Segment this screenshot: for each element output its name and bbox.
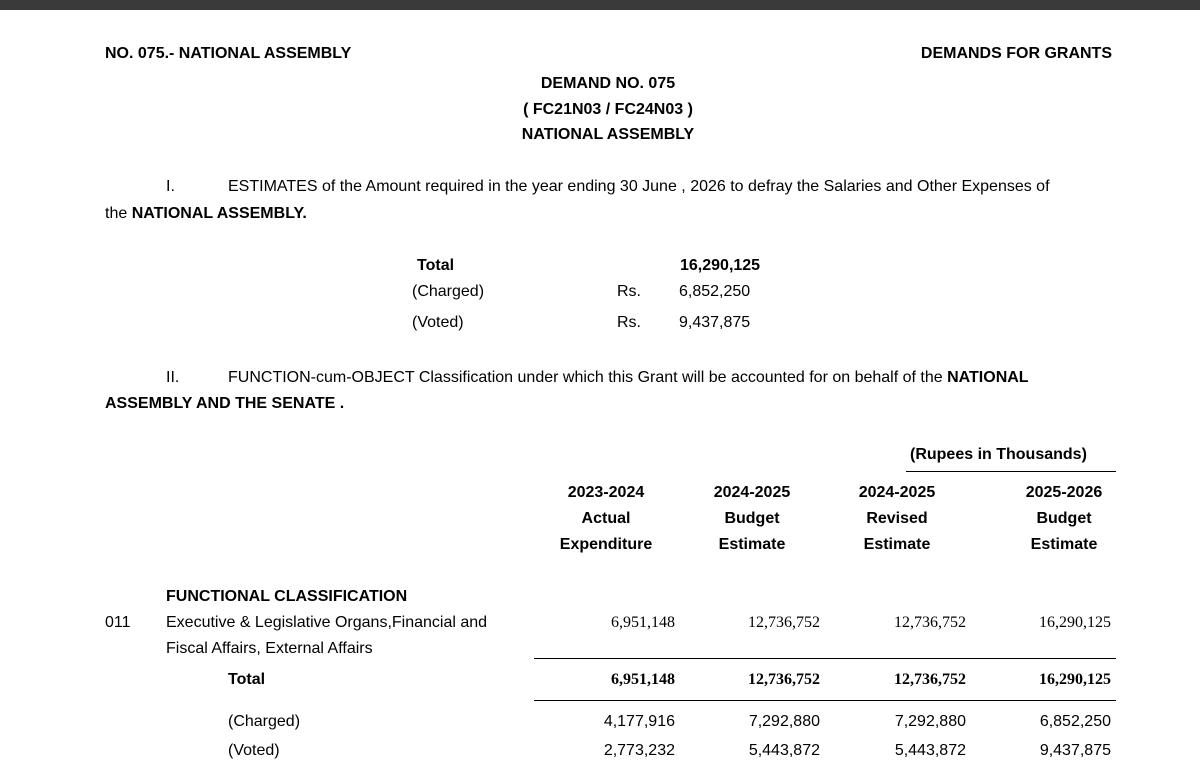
section-2-text-line2 xyxy=(105,394,344,414)
row-description-line1: Executive & Legislative Organs,Financial and xyxy=(166,614,488,631)
row-value-budget-next: 16,290,125 xyxy=(1039,614,1111,631)
charged-value-budget: 7,292,880 xyxy=(748,713,820,730)
total-value-revised: 12,736,752 xyxy=(894,671,966,688)
total-label: Total xyxy=(228,671,266,688)
row-value-revised: 12,736,752 xyxy=(894,614,966,631)
viewer-top-bar xyxy=(0,0,1200,10)
summary-voted-value: 9,437,875 xyxy=(679,314,751,331)
section-1-text-line2 xyxy=(105,204,307,224)
summary-voted-label: (Voted) xyxy=(412,314,464,331)
summary-charged-label: (Charged) xyxy=(412,283,485,300)
total-value-actual: 6,951,148 xyxy=(611,671,675,688)
units-underline xyxy=(906,471,1116,472)
section-2-text-tail: . xyxy=(339,395,345,412)
column-header-budget-2024-2025: 2024-2025 Budget Estimate xyxy=(713,484,791,553)
section-2-text-bold-2: ASSEMBLY AND THE SENATE xyxy=(105,395,336,412)
section-1-text-prefix: the xyxy=(105,205,128,222)
row-description-line2: Fiscal Affairs, External Affairs xyxy=(166,640,373,657)
total-value-budget: 12,736,752 xyxy=(748,671,820,688)
voted-value-actual: 2,773,232 xyxy=(603,742,675,759)
summary-charged-currency: Rs. xyxy=(617,283,641,300)
charged-value-revised: 7,292,880 xyxy=(894,713,966,730)
total-rule-top xyxy=(534,658,1116,659)
row-value-budget: 12,736,752 xyxy=(748,614,820,631)
section-1-text-line1: ESTIMATES of the Amount required in the year ending 30 June , 2026 to defray the Salaries and Other Expenses of xyxy=(228,178,1050,195)
total-rule-bottom xyxy=(534,700,1116,701)
section-1-text-bold: NATIONAL ASSEMBLY. xyxy=(131,205,307,222)
units-note: (Rupees in Thousands) xyxy=(910,446,1087,463)
column-header-actual-2023-2024: 2023-2024 Actual Expenditure xyxy=(559,484,653,553)
summary-total-value: 16,290,125 xyxy=(680,257,761,274)
header-right: DEMANDS FOR GRANTS xyxy=(920,45,1112,62)
section-2-text-plain: FUNCTION-cum-OBJECT Classification under which this Grant will be accounted for on behalf of the xyxy=(228,369,943,386)
summary-charged-value: 6,852,250 xyxy=(679,283,751,300)
row-code: 011 xyxy=(105,614,131,631)
summary-total-label: Total xyxy=(417,257,455,274)
column-header-revised-2024-2025: 2024-2025 Revised Estimate xyxy=(858,484,936,553)
voted-value-budget: 5,443,872 xyxy=(748,742,820,759)
voted-value-budget-next: 9,437,875 xyxy=(1039,742,1111,759)
demand-number: DEMAND NO. 075 xyxy=(540,75,676,92)
section-2-text-bold: NATIONAL xyxy=(947,369,1029,386)
total-value-budget-next: 16,290,125 xyxy=(1039,671,1111,688)
demand-title: NATIONAL ASSEMBLY xyxy=(521,126,695,143)
voted-value-revised: 5,443,872 xyxy=(894,742,966,759)
demand-codes: ( FC21N03 / FC24N03 ) xyxy=(523,101,693,118)
column-header-budget-2025-2026: 2025-2026 Budget Estimate xyxy=(1025,484,1103,553)
summary-voted-currency: Rs. xyxy=(617,314,641,331)
section-2-text-line1 xyxy=(228,368,1029,388)
header-left: NO. 075.- NATIONAL ASSEMBLY xyxy=(105,45,352,62)
section-1-numeral: I. xyxy=(166,178,175,195)
functional-classification-heading: FUNCTIONAL CLASSIFICATION xyxy=(166,588,408,605)
row-value-actual: 6,951,148 xyxy=(611,614,675,631)
charged-label: (Charged) xyxy=(228,713,301,730)
charged-value-actual: 4,177,916 xyxy=(603,713,675,730)
charged-value-budget-next: 6,852,250 xyxy=(1039,713,1111,730)
section-2-numeral: II. xyxy=(166,369,180,386)
voted-label: (Voted) xyxy=(228,742,280,759)
